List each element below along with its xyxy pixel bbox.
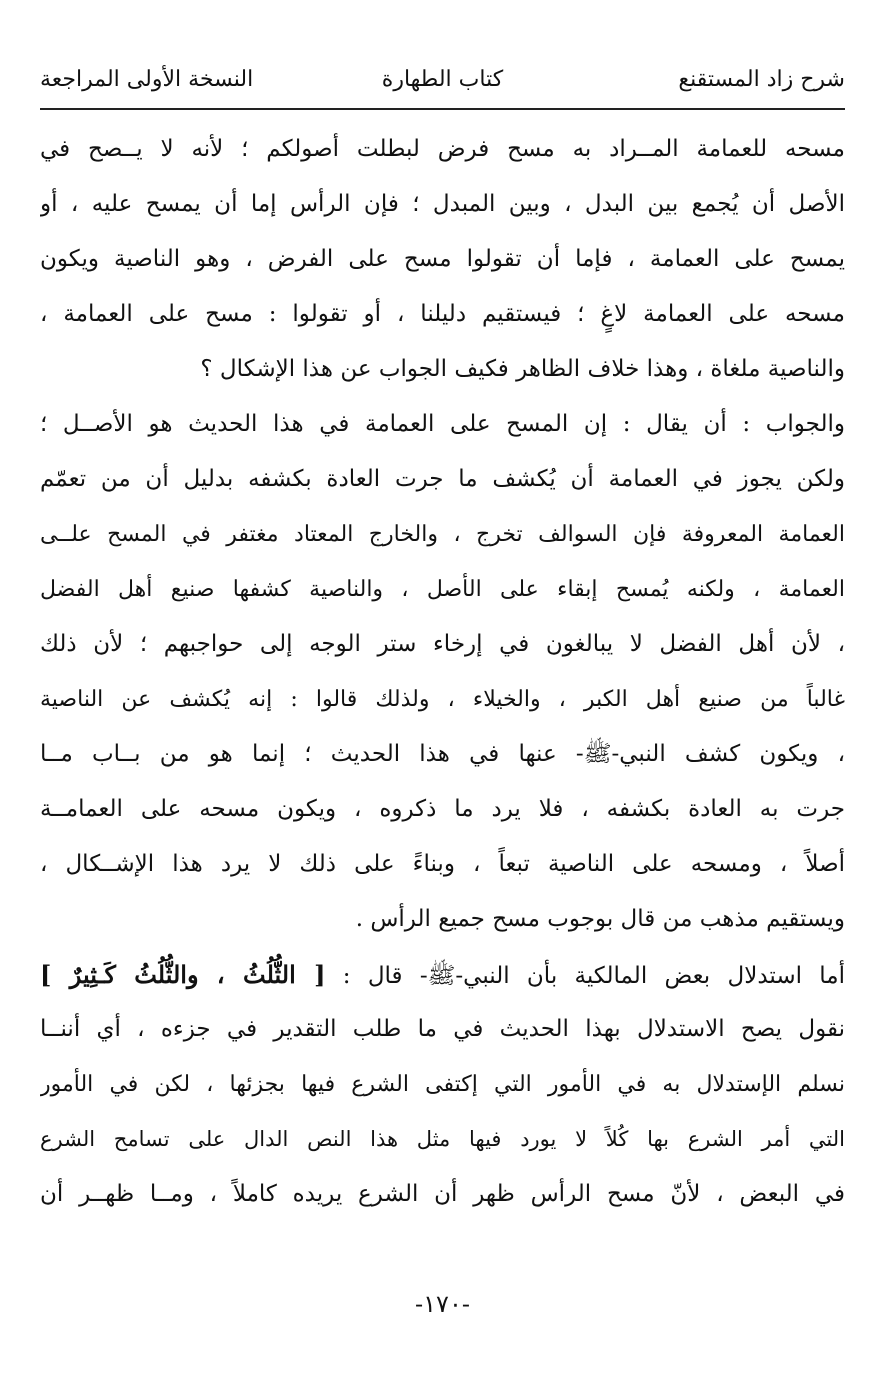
text-line: والناصية ملغاة ، وهذا خلاف الظاهر فكيف الجواب عن هذا الإشكال ؟ — [200, 356, 845, 382]
text-line: نسلم الإستدلال به في الأمور التي إكتفى الشرع فيها بجزئها ، لكن في الأمور — [40, 1072, 845, 1097]
text-line: يمسح على العمامة ، فإما أن تقولوا مسح على الفرض ، وهو الناصية ويكون — [40, 246, 845, 272]
text-line: أصلاً ، ومسحه على الناصية تبعاً ، وبناءً على ذلك لا يرد هذا الإشــكال ، — [40, 851, 845, 877]
text-line: الأصل أن يُجمع بين البدل ، وبين المبدل ؛ فإن الرأس إما أن يمسح عليه ، أو — [40, 191, 845, 217]
hadith-quote-line — [40, 947, 845, 1002]
text-line: العمامة المعروفة فإن السوالف تخرج ، والخارج المعتاد مغتفر في المسح علــى — [40, 522, 845, 547]
running-header — [40, 60, 845, 100]
text-line: التي أمر الشرع بها كُلاً لا يورد فيها مثل هذا النص الدال على تسامح الشرع — [40, 1127, 845, 1151]
text-line: ، لأن أهل الفضل لا يبالغون في إرخاء ستر الوجه إلى حواجبهم ؛ لأن ذلك — [40, 631, 845, 657]
page-number: -١٧٠- — [415, 1290, 470, 1318]
text-line: ولكن يجوز في العمامة أن يُكشف ما جرت العادة بكشفه بدليل أن من تعمّم — [40, 466, 845, 492]
header-book-title: شرح زاد المستقنع — [678, 67, 845, 92]
text-line: جرت به العادة بكشفه ، فلا يرد ما ذكروه ، ويكون مسحه على العمامــة — [40, 796, 845, 822]
text-line: ويستقيم مذهب من قال بوجوب مسح جميع الرأس . — [355, 906, 845, 932]
text-line: غالباً من صنيع أهل الكبر ، والخيلاء ، ولذلك قالوا : إنه يُكشف عن الناصية — [40, 687, 845, 712]
header-divider — [40, 108, 845, 110]
text-line: مسحه للعمامة المــراد به مسح فرض لبطلت أصولكم ؛ لأنه لا يــصح في — [40, 136, 845, 162]
text-line: العمامة ، ولكنه يُمسح إبقاء على الأصل ، والناصية كشفها صنيع أهل الفضل — [40, 577, 845, 602]
text-line: مسحه على العمامة لاغٍ ؛ فيستقيم دليلنا ، أو تقولوا : مسح على العمامة ، — [40, 301, 845, 327]
page-body — [40, 122, 845, 1222]
hadith-quote: [ الثُّلُثُ ، والثُّلُثُ كَـثِيرٌ ] — [40, 960, 326, 989]
text-line: في البعض ، لأنّ مسح الرأس ظهر أن الشرع يريده كاملاً ، ومــا ظهــر أن — [40, 1181, 845, 1207]
text-line: نقول يصح الاستدلال بهذا الحديث في ما طلب التقدير في جزءه ، أي أننــا — [40, 1016, 845, 1042]
header-edition-note: النسخة الأولى المراجعة — [40, 67, 254, 92]
header-chapter-title: كتاب الطهارة — [381, 67, 504, 92]
text-line: والجواب : أن يقال : إن المسح على العمامة في هذا الحديث هو الأصــل ؛ — [40, 411, 845, 437]
text-line: ، ويكون كشف النبي-ﷺ- عنها في هذا الحديث ؛ إنما هو من بــاب مــا — [40, 741, 845, 767]
quote-intro: أما استدلال بعض المالكية بأن النبي-ﷺ- قال : — [342, 963, 845, 989]
